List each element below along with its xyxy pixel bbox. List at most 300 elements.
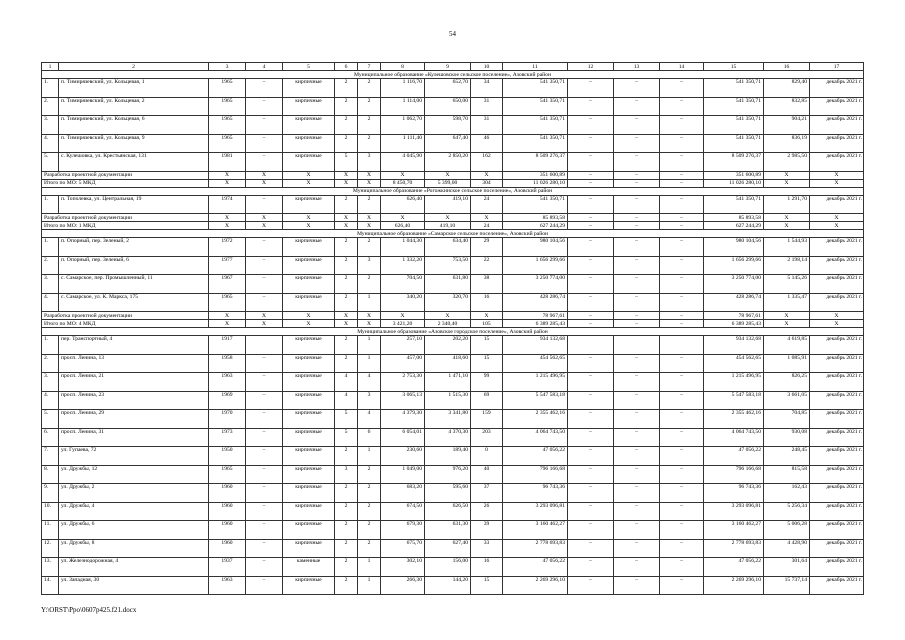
table-row xyxy=(42,410,864,429)
table-cell: 1967 xyxy=(209,275,246,294)
table-cell: декабрь 2021 г. xyxy=(810,116,864,135)
table-cell: – xyxy=(660,354,704,373)
table-cell: X xyxy=(209,214,246,222)
table-cell: – xyxy=(568,179,614,187)
table-row xyxy=(42,502,864,521)
table-cell: – xyxy=(660,153,704,172)
table-cell: – xyxy=(246,539,283,558)
table-cell: – xyxy=(568,354,614,373)
table-cell: 679,30 xyxy=(381,521,425,540)
table-cell: – xyxy=(660,79,704,98)
table-cell: 2. xyxy=(42,354,59,373)
table-cell: – xyxy=(246,153,283,172)
table-cell: ул. Дружбы, 8 xyxy=(59,539,209,558)
table-cell: декабрь 2021 г. xyxy=(810,391,864,410)
table-cell: – xyxy=(246,558,283,577)
table-cell: 0 xyxy=(471,447,503,466)
table-cell: – xyxy=(614,153,660,172)
table-cell: – xyxy=(568,410,614,429)
table-cell: 12. xyxy=(42,539,59,558)
table-cell: кирпичные xyxy=(283,275,335,294)
table-cell: 2 xyxy=(358,97,381,116)
table-cell: 2 340,40 xyxy=(425,320,471,328)
table-cell: 3 250 774,00 xyxy=(503,275,568,294)
table-cell: – xyxy=(614,539,660,558)
table-cell: 541 350,71 xyxy=(503,195,568,214)
table-cell: – xyxy=(246,576,283,595)
total-label: Разработка проектной документации xyxy=(42,214,209,222)
table-cell: 1969 xyxy=(209,391,246,410)
table-cell: 8. xyxy=(42,465,59,484)
table-cell: с. Самарское, пер. Промышленный, 11 xyxy=(59,275,209,294)
table-cell: – xyxy=(614,256,660,275)
table-row xyxy=(42,521,864,540)
table-cell: декабрь 2021 г. xyxy=(810,293,864,312)
table-cell: 428 286,74 xyxy=(503,293,568,312)
table-cell: 2 xyxy=(335,116,358,135)
column-number-cell: 12 xyxy=(568,63,614,71)
table-cell: кирпичные xyxy=(283,336,335,355)
table-cell: 1 656 299,66 xyxy=(704,256,764,275)
table-cell: – xyxy=(614,576,660,595)
total-row xyxy=(42,171,864,179)
table-cell: 156,00 xyxy=(425,558,471,577)
table-cell: X xyxy=(764,214,810,222)
table-cell: X xyxy=(425,214,471,222)
table-cell: 2 xyxy=(335,275,358,294)
table-row xyxy=(42,484,864,503)
table-cell: декабрь 2021 г. xyxy=(810,354,864,373)
table-cell: 1965 xyxy=(209,97,246,116)
table-cell: 11. xyxy=(42,521,59,540)
table-cell: 4 428,90 xyxy=(764,539,810,558)
table-cell: – xyxy=(660,275,704,294)
table-cell: – xyxy=(614,410,660,429)
table-cell: X xyxy=(335,214,358,222)
table-cell: 301,64 xyxy=(764,558,810,577)
table-cell: – xyxy=(246,293,283,312)
table-cell: декабрь 2021 г. xyxy=(810,195,864,214)
table-cell: 2 xyxy=(335,539,358,558)
table-cell: декабрь 2021 г. xyxy=(810,465,864,484)
table-cell: 1965 xyxy=(209,134,246,153)
table-cell: 2 xyxy=(335,134,358,153)
table-cell: 3 065,13 xyxy=(381,391,425,410)
table-cell: кирпичные xyxy=(283,502,335,521)
table-row xyxy=(42,336,864,355)
table-cell: 8 509 276,37 xyxy=(503,153,568,172)
table-cell: декабрь 2021 г. xyxy=(810,502,864,521)
table-cell: 2 198,14 xyxy=(764,256,810,275)
table-cell: 4 619,85 xyxy=(764,336,810,355)
table-cell: просп. Ленина, 23 xyxy=(59,391,209,410)
table-cell: 627,40 xyxy=(425,539,471,558)
table-cell: 3 xyxy=(358,153,381,172)
table-cell: 6 389 285,43 xyxy=(503,320,568,328)
table-cell: 1965 xyxy=(209,465,246,484)
table-cell: – xyxy=(614,428,660,447)
table-cell: 5 256,34 xyxy=(764,502,810,521)
table-cell: – xyxy=(246,275,283,294)
table-cell: 980 104,56 xyxy=(704,238,764,257)
table-cell: 1. xyxy=(42,79,59,98)
table-cell: 796 166,68 xyxy=(704,465,764,484)
table-cell: 418,60 xyxy=(425,354,471,373)
table-row xyxy=(42,256,864,275)
table-cell: 2 xyxy=(358,502,381,521)
table-cell: 1 111,40 xyxy=(381,134,425,153)
table-cell: декабрь 2021 г. xyxy=(810,539,864,558)
table-cell: просп. Ленина, 31 xyxy=(59,428,209,447)
table-cell: – xyxy=(614,484,660,503)
table-cell: ул. Гупаева, 72 xyxy=(59,447,209,466)
table-cell: ул. Дружбы, 12 xyxy=(59,465,209,484)
total-row xyxy=(42,179,864,187)
table-cell: X xyxy=(764,320,810,328)
table-cell: 6 054,01 xyxy=(381,428,425,447)
table-cell: – xyxy=(568,558,614,577)
table-cell: 1973 xyxy=(209,428,246,447)
table-cell: кирпичные xyxy=(283,134,335,153)
table-cell: 1. xyxy=(42,195,59,214)
table-cell: 2 xyxy=(358,484,381,503)
table-cell: пер. Транспортный, 4 xyxy=(59,336,209,355)
table-cell: 257,10 xyxy=(381,336,425,355)
table-cell: декабрь 2021 г. xyxy=(810,153,864,172)
table-cell: с. Кулешовка, ул. Крестьянская, 131 xyxy=(59,153,209,172)
table-cell: 829,40 xyxy=(764,79,810,98)
table-cell: 4 xyxy=(358,410,381,429)
table-cell: 5. xyxy=(42,153,59,172)
table-cell: 541 350,71 xyxy=(503,134,568,153)
table-cell: – xyxy=(660,465,704,484)
table-cell: кирпичные xyxy=(283,484,335,503)
table-cell: просп. Ленина, 29 xyxy=(59,410,209,429)
table-cell: 26 xyxy=(471,502,503,521)
table-cell: кирпичные xyxy=(283,465,335,484)
table-cell: 266,30 xyxy=(381,576,425,595)
table-cell: 1 xyxy=(358,576,381,595)
table-cell: каменные xyxy=(283,558,335,577)
table-cell: кирпичные xyxy=(283,521,335,540)
table-cell: – xyxy=(568,312,614,320)
table-cell: декабрь 2021 г. xyxy=(810,79,864,98)
table-cell: – xyxy=(568,153,614,172)
table-cell: X xyxy=(471,312,503,320)
table-cell: – xyxy=(660,576,704,595)
table-cell: 541 350,71 xyxy=(704,195,764,214)
table-cell: просп. Ленина, 13 xyxy=(59,354,209,373)
table-row xyxy=(42,238,864,257)
table-cell: кирпичные xyxy=(283,354,335,373)
table-cell: 2 xyxy=(335,447,358,466)
table-cell: X xyxy=(764,312,810,320)
table-cell: – xyxy=(660,320,704,328)
table-cell: 1 xyxy=(358,447,381,466)
section-title-row xyxy=(42,187,864,195)
table-cell: – xyxy=(568,214,614,222)
table-cell: – xyxy=(246,484,283,503)
table-cell: 627 244,29 xyxy=(503,222,568,230)
table-cell: 2 269 296,10 xyxy=(503,576,568,595)
table-cell: 1960 xyxy=(209,521,246,540)
table-cell: 37 xyxy=(471,484,503,503)
table-cell: – xyxy=(568,275,614,294)
table-cell: 351 600,89 xyxy=(503,171,568,179)
table-cell: 675,70 xyxy=(381,539,425,558)
table-row xyxy=(42,373,864,392)
table-cell: – xyxy=(660,447,704,466)
table-cell: 1 xyxy=(358,336,381,355)
table-cell: – xyxy=(568,134,614,153)
table-cell: – xyxy=(568,521,614,540)
table-cell: – xyxy=(568,171,614,179)
table-cell: X xyxy=(246,214,283,222)
table-cell: – xyxy=(614,373,660,392)
table-cell: 1958 xyxy=(209,354,246,373)
table-cell: – xyxy=(614,97,660,116)
table-cell: X xyxy=(335,312,358,320)
table-row xyxy=(42,134,864,153)
table-cell: 1 656 299,66 xyxy=(503,256,568,275)
table-cell: X xyxy=(358,171,381,179)
table-cell: 1960 xyxy=(209,539,246,558)
table-row xyxy=(42,97,864,116)
table-cell: – xyxy=(568,195,614,214)
table-cell: – xyxy=(568,484,614,503)
table-cell: – xyxy=(568,320,614,328)
table-cell: X xyxy=(810,171,864,179)
table-cell: 8 509 276,37 xyxy=(704,153,764,172)
table-row xyxy=(42,354,864,373)
table-cell: – xyxy=(568,293,614,312)
table-cell: – xyxy=(660,410,704,429)
table-cell: – xyxy=(660,171,704,179)
table-cell: – xyxy=(614,134,660,153)
table-cell: 162 xyxy=(471,153,503,172)
table-cell: 2 778 693,83 xyxy=(704,539,764,558)
table-cell: 2 xyxy=(335,576,358,595)
column-number-cell: 13 xyxy=(614,63,660,71)
table-cell: 1 xyxy=(358,293,381,312)
table-cell: 8 450,70 xyxy=(381,179,425,187)
table-cell: – xyxy=(660,293,704,312)
table-cell: 1974 xyxy=(209,195,246,214)
table-cell: 14. xyxy=(42,576,59,595)
table-row xyxy=(42,558,864,577)
table-cell: 2 xyxy=(358,539,381,558)
table-cell: 1 062,70 xyxy=(381,116,425,135)
table-cell: 5 399,00 xyxy=(425,179,471,187)
table-cell: 46 xyxy=(471,134,503,153)
table-cell: 457,00 xyxy=(381,354,425,373)
table-cell: 1965 xyxy=(209,116,246,135)
table-cell: 24 xyxy=(471,195,503,214)
table-cell: 634,40 xyxy=(425,238,471,257)
table-cell: декабрь 2021 г. xyxy=(810,238,864,257)
table-cell: X xyxy=(246,222,283,230)
total-label: Итого по МО: 1 МКД xyxy=(42,222,209,230)
total-row xyxy=(42,320,864,328)
table-cell: 3 xyxy=(358,256,381,275)
table-cell: X xyxy=(209,320,246,328)
table-cell: X xyxy=(358,222,381,230)
document-path-footer: Y:\ORST\Ppo\0607p425.f21.docx xyxy=(41,606,137,614)
table-cell: 4. xyxy=(42,391,59,410)
table-cell: – xyxy=(614,214,660,222)
table-cell: 976,20 xyxy=(425,465,471,484)
table-cell: просп. Ленина, 21 xyxy=(59,373,209,392)
table-cell: 320,70 xyxy=(425,293,471,312)
table-cell: 1 544,93 xyxy=(764,238,810,257)
table-cell: 419,10 xyxy=(425,195,471,214)
table-cell: 3 xyxy=(335,465,358,484)
table-cell: X xyxy=(246,171,283,179)
column-number-cell: 1 xyxy=(42,63,59,71)
table-cell: 2 xyxy=(335,502,358,521)
table-cell: 934 132,68 xyxy=(503,336,568,355)
table-cell: 3 293 096,81 xyxy=(503,502,568,521)
table-cell: кирпичные xyxy=(283,539,335,558)
table-cell: 6 xyxy=(358,428,381,447)
table-cell: 7. xyxy=(42,447,59,466)
table-cell: 4 045,90 xyxy=(381,153,425,172)
table-cell: 704,50 xyxy=(381,275,425,294)
table-cell: 683,20 xyxy=(381,484,425,503)
table-cell: 22 xyxy=(471,256,503,275)
table-cell: – xyxy=(246,256,283,275)
table-cell: 5 xyxy=(335,410,358,429)
table-cell: 1 114,00 xyxy=(381,97,425,116)
page-number: 54 xyxy=(449,30,456,38)
section-title-row xyxy=(42,230,864,238)
table-row xyxy=(42,153,864,172)
table-cell: с. Самарское, ул. К. Маркса, 175 xyxy=(59,293,209,312)
table-cell: 78 967,61 xyxy=(503,312,568,320)
table-cell: – xyxy=(614,320,660,328)
table-row xyxy=(42,116,864,135)
table-row xyxy=(42,447,864,466)
table-cell: – xyxy=(568,222,614,230)
table-cell: 96 743,36 xyxy=(704,484,764,503)
total-label: Разработка проектной документации xyxy=(42,171,209,179)
table-cell: X xyxy=(209,171,246,179)
table-cell: 16 xyxy=(471,293,503,312)
table-cell: 3 293 096,81 xyxy=(704,502,764,521)
table-cell: п. Тимирязевский, ул. Кольцевая, 9 xyxy=(59,134,209,153)
table-cell: – xyxy=(246,502,283,521)
table-cell: 11 026 280,10 xyxy=(503,179,568,187)
table-cell: п. Тимирязевский, ул. Кольцевая, 1 xyxy=(59,79,209,98)
table-cell: – xyxy=(568,391,614,410)
column-number-cell: 8 xyxy=(381,63,425,71)
table-cell: X xyxy=(810,312,864,320)
table-cell xyxy=(246,336,283,355)
table-cell: 5. xyxy=(42,410,59,429)
table-cell: 2. xyxy=(42,256,59,275)
table-cell: – xyxy=(614,447,660,466)
table-cell: – xyxy=(246,465,283,484)
column-number-cell: 14 xyxy=(660,63,704,71)
table-cell: 96 743,36 xyxy=(503,484,568,503)
table-cell: – xyxy=(246,134,283,153)
table-cell: – xyxy=(614,354,660,373)
table-cell: 4 xyxy=(335,373,358,392)
table-cell: декабрь 2021 г. xyxy=(810,256,864,275)
table-cell: 3 250 774,00 xyxy=(704,275,764,294)
table-cell: 47 056,22 xyxy=(704,447,764,466)
table-cell: 304 xyxy=(471,179,503,187)
table-cell: 2 985,50 xyxy=(764,153,810,172)
table-cell: X xyxy=(283,222,335,230)
table-cell: 626,40 xyxy=(381,222,425,230)
table-cell: 4. xyxy=(42,134,59,153)
table-cell: 626,50 xyxy=(425,502,471,521)
table-cell: 428 286,74 xyxy=(704,293,764,312)
table-cell: 541 350,71 xyxy=(704,79,764,98)
table-cell: X xyxy=(764,171,810,179)
table-cell: – xyxy=(660,222,704,230)
table-cell: X xyxy=(810,179,864,187)
table-cell: 47 056,22 xyxy=(503,447,568,466)
table-cell: 541 350,71 xyxy=(503,97,568,116)
table-cell: 2 xyxy=(358,195,381,214)
table-cell: – xyxy=(246,79,283,98)
table-cell: X xyxy=(764,222,810,230)
table-cell: 4 370,30 xyxy=(425,428,471,447)
table-cell: 2 xyxy=(335,354,358,373)
table-cell: 4 064 743,50 xyxy=(503,428,568,447)
table-cell: 248,45 xyxy=(764,447,810,466)
table-cell: 541 350,71 xyxy=(503,116,568,135)
table-cell: 203 xyxy=(471,428,503,447)
table-cell: 647,40 xyxy=(425,134,471,153)
table-cell: 2 xyxy=(335,256,358,275)
column-number-cell: 6 xyxy=(335,63,358,71)
section-title-row xyxy=(42,71,864,79)
table-cell: – xyxy=(660,214,704,222)
table-cell: – xyxy=(614,275,660,294)
table-cell: 2. xyxy=(42,97,59,116)
table-cell: кирпичные xyxy=(283,238,335,257)
table-cell: 1 049,00 xyxy=(381,465,425,484)
table-cell: – xyxy=(660,134,704,153)
table-cell: 2 xyxy=(335,238,358,257)
table-cell xyxy=(614,336,660,355)
table-cell: – xyxy=(246,428,283,447)
table-cell: X xyxy=(381,171,425,179)
table-cell: 454 562,65 xyxy=(704,354,764,373)
table-cell: 11 026 280,10 xyxy=(704,179,764,187)
table-cell: – xyxy=(660,179,704,187)
table-cell: 3. xyxy=(42,275,59,294)
table-cell: 1. xyxy=(42,336,59,355)
table-cell: кирпичные xyxy=(283,79,335,98)
table-cell: – xyxy=(246,195,283,214)
table-row xyxy=(42,79,864,98)
table-cell: декабрь 2021 г. xyxy=(810,373,864,392)
column-number-cell: 3 xyxy=(209,63,246,71)
table-cell: – xyxy=(568,116,614,135)
table-cell: декабрь 2021 г. xyxy=(810,336,864,355)
column-number-cell: 9 xyxy=(425,63,471,71)
housing-repair-table xyxy=(41,62,864,595)
total-label: Итого по МО: 4 МКД xyxy=(42,320,209,328)
table-cell: 2 xyxy=(335,558,358,577)
table-cell: – xyxy=(614,238,660,257)
table-cell: 1 471,10 xyxy=(425,373,471,392)
table-cell: 3 421,20 xyxy=(381,320,425,328)
